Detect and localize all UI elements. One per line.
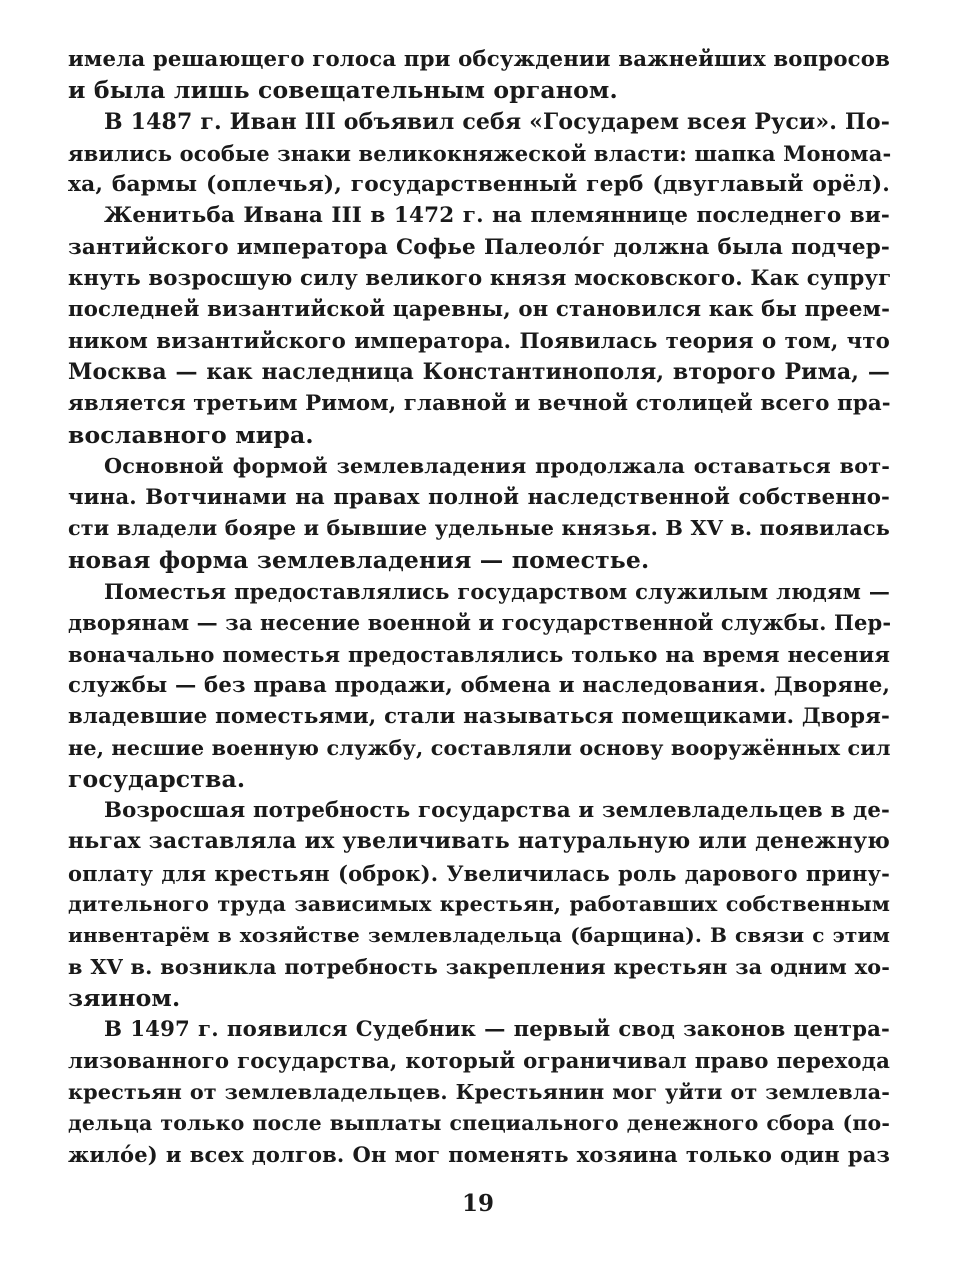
- text-line: не, несшие военную службу, составляли основу вооружённых сил: [68, 735, 891, 760]
- paragraph-7: [68, 1014, 890, 1170]
- text-line: дворянам — за несение военной и государственной службы. Пер-: [68, 610, 892, 636]
- page-body: [68, 44, 890, 1171]
- text-line: имела решающего голоса при обсуждении важнейших вопросов: [68, 47, 890, 72]
- text-line: Женитьба Ивана III в 1472 г. на племяннице последнего ви-: [104, 203, 890, 229]
- text-line: Москва — как наследница Константинополя, второго Рима, —: [68, 358, 890, 385]
- text-line: крестьян от землевладельцев. Крестьянин мог уйти от землевла-: [68, 1079, 890, 1104]
- text-line: лизованного государства, который ограничивал право перехода: [68, 1048, 890, 1074]
- page-number: 19: [461, 1190, 494, 1217]
- text-line: В 1487 г. Иван III объявил себя «Государем всея Руси». По-: [104, 108, 890, 135]
- text-line: сти владели бояре и бывшие удельные князья. В XV в. появилась: [68, 516, 890, 541]
- paragraph-4: [68, 451, 890, 576]
- paragraph-1: [68, 44, 890, 107]
- paragraph-6: [68, 795, 890, 1014]
- text-line: владевшие поместьями, стали называться помещиками. Дворя-: [68, 704, 890, 730]
- text-line: вославного мира.: [68, 420, 314, 449]
- text-line: и была лишь совещательным органом.: [68, 76, 618, 105]
- text-line: ньгах заставляла их увеличивать натуральную или денежную: [68, 828, 890, 855]
- text-line: новая форма землевладения — поместье.: [68, 545, 650, 574]
- text-line: зяином.: [68, 983, 181, 1012]
- text-line: дительного труда зависимых крестьян, работавших собственным: [68, 892, 890, 917]
- text-line: является третьим Римом, главной и вечной столицей всего пра-: [68, 391, 891, 417]
- text-line: государства.: [68, 764, 246, 793]
- text-line: инвентарём в хозяйстве землевладельца (барщина). В связи с этим: [68, 923, 890, 948]
- text-line: службы — без права продажи, обмена и наследования. Дворяне,: [68, 672, 890, 698]
- text-line: воначально поместья предоставлялись только на время несения: [68, 641, 890, 667]
- text-line: явились особые знаки великокняжеской власти: шапка Монома-: [68, 140, 892, 166]
- text-line: дельца только после выплаты специального денежного сбора (по-: [68, 1111, 890, 1136]
- text-line: ха, бармы (оплечья), государственный герб (двуглавый орёл).: [68, 172, 890, 198]
- text-line: ником византийского императора. Появилась теория о том, что: [68, 328, 890, 354]
- text-line: чина. Вотчинами на правах полной наследственной собственно-: [68, 485, 890, 511]
- text-line: Возросшая потребность государства и землевладельцев в де-: [104, 798, 890, 824]
- text-line: в XV в. возникла потребность закрепления крестьян за одним хо-: [68, 954, 890, 979]
- text-line: Основной формой землевладения продолжала оставаться вот-: [104, 453, 890, 478]
- paragraph-3: [68, 200, 890, 450]
- text-line: последней византийской царевны, он становился как бы преем-: [68, 297, 891, 323]
- paragraph-2: [68, 107, 890, 201]
- text-line: В 1497 г. появился Судебник — первый свод законов центра-: [104, 1017, 890, 1043]
- paragraph-5: [68, 576, 890, 795]
- text-line: жило́е) и всех долгов. Он мог поменять хозяина только один раз: [68, 1142, 890, 1168]
- text-line: Поместья предоставлялись государством служилым людям —: [104, 579, 890, 605]
- text-line: зантийского императора Софье Палеоло́г должна была подчер-: [68, 234, 890, 260]
- text-line: кнуть возросшую силу великого князя московского. Как супруг: [68, 266, 892, 292]
- text-line: оплату для крестьян (оброк). Увеличилась роль дарового прину-: [68, 860, 890, 886]
